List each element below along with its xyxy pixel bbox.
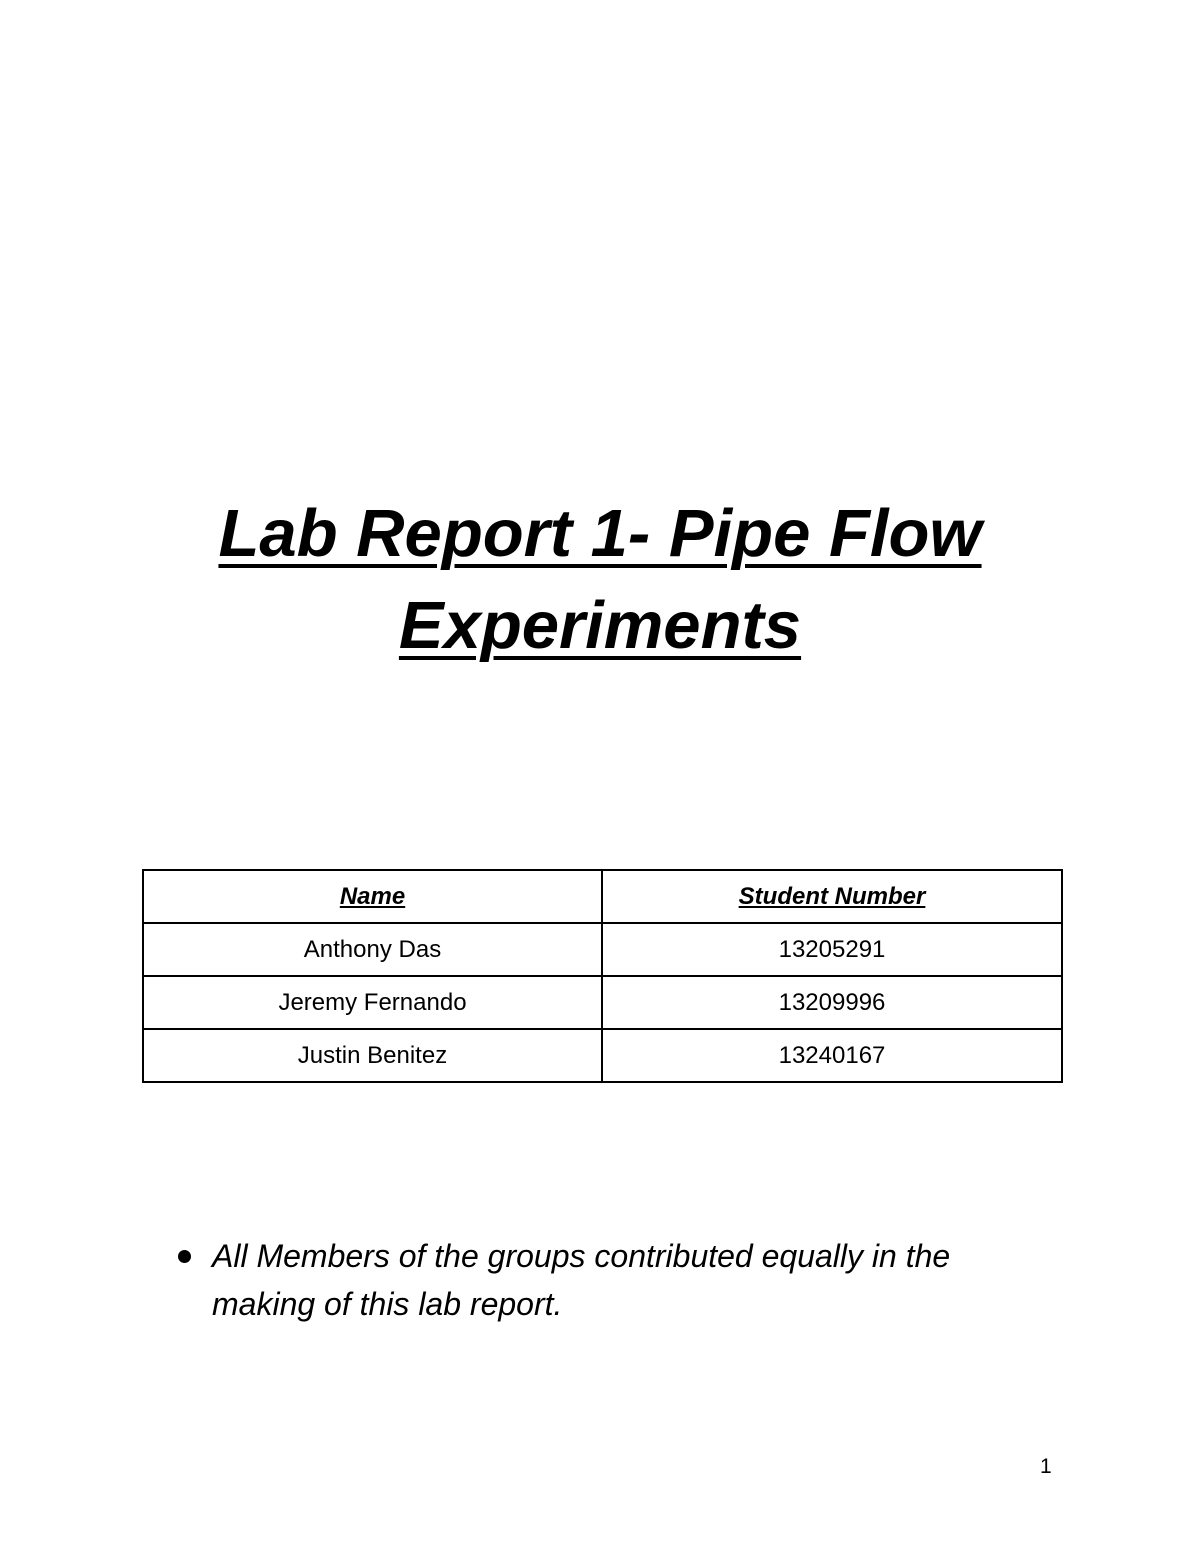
- student-number-cell: 13240167: [602, 1029, 1062, 1082]
- student-number-cell: 13209996: [602, 976, 1062, 1029]
- report-title: [100, 488, 1100, 672]
- table-row: [143, 976, 1062, 1029]
- contribution-note-list: [172, 1232, 1052, 1328]
- student-number-cell: 13205291: [602, 923, 1062, 976]
- table-row: [143, 1029, 1062, 1082]
- table-header-row: [143, 870, 1062, 923]
- report-title-line-1: Lab Report 1- Pipe Flow: [218, 496, 982, 571]
- page-number: 1: [1040, 1455, 1052, 1478]
- list-item: [172, 1232, 1052, 1328]
- member-name-cell: Justin Benitez: [143, 1029, 602, 1082]
- member-name-cell: Anthony Das: [143, 923, 602, 976]
- name-column-header: Name: [143, 870, 602, 923]
- report-title-line-2: Experiments: [398, 588, 802, 663]
- bullet-icon: [178, 1250, 191, 1263]
- table-row: [143, 923, 1062, 976]
- student-number-column-header: Student Number: [602, 870, 1062, 923]
- member-name-cell: Jeremy Fernando: [143, 976, 602, 1029]
- contribution-note-text: All Members of the groups contributed equally in the making of this lab report.: [212, 1238, 951, 1322]
- members-table: [142, 869, 1063, 1083]
